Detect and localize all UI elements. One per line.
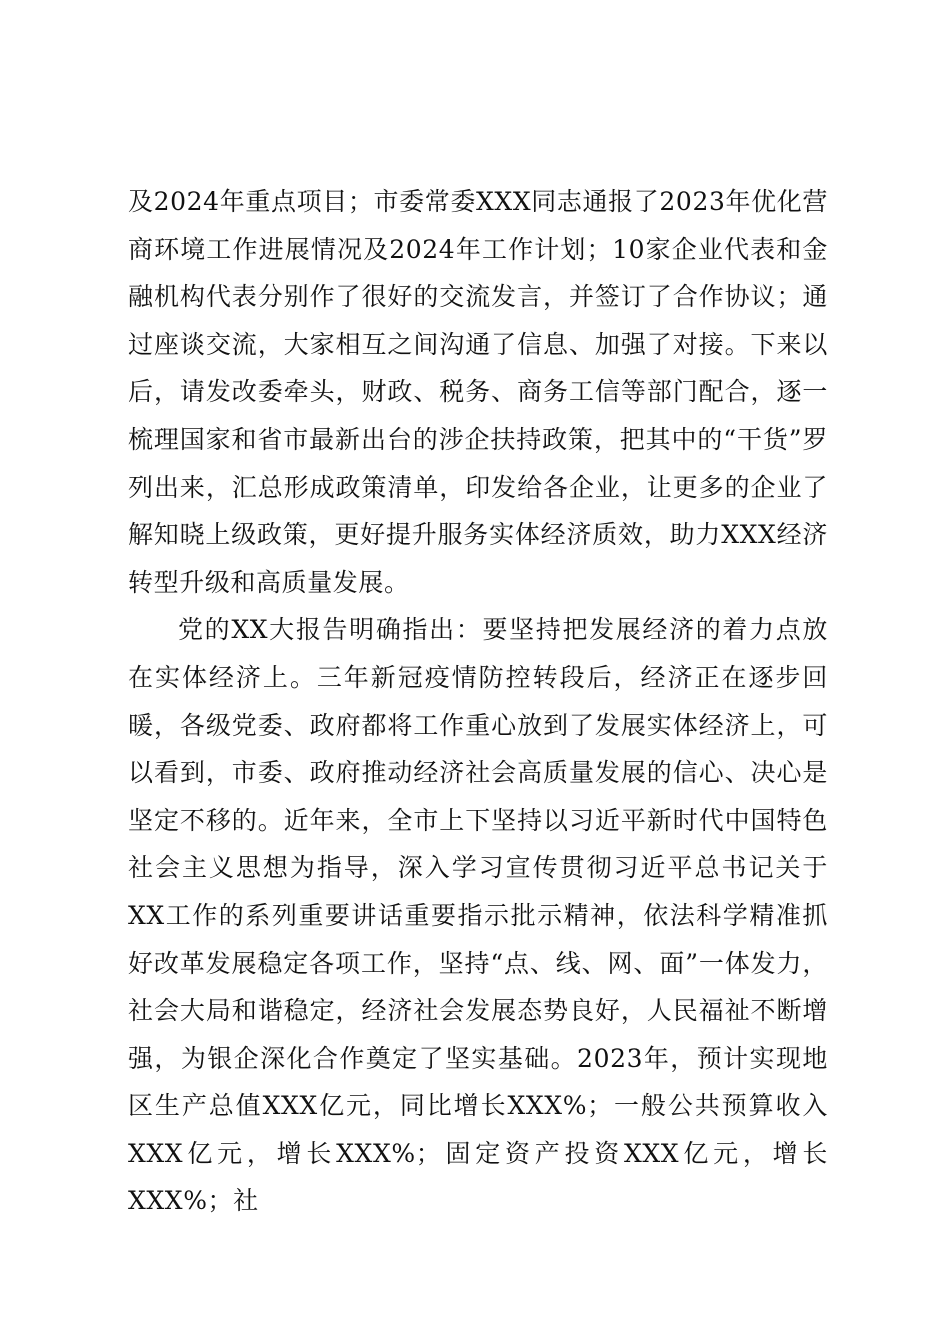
paragraph-1: 及2024年重点项目；市委常委XXX同志通报了2023年优化营商环境工作进展情况及2024年工作计划；10家企业代表和金融机构代表分别作了很好的交流发言，并签订了合作协议；通过座谈交流，大家相互之间沟通了信息、加强了对接。下来以后，请发改委牵头，财政、税务、商务工信等部门配合，逐一梳理国家和省市最新出台的涉企扶持政策，把其中的“干货”罗列出来，汇总形成政策清单，印发给各企业，让更多的企业了解知晓上级政策，更好提升服务实体经济质效，助力XXX经济转型升级和高质量发展。: [128, 187, 828, 597]
document-body: [128, 178, 828, 1225]
paragraph-2: 党的XX大报告明确指出：要坚持把发展经济的着力点放在实体经济上。三年新冠疫情防控转段后，经济正在逐步回暖，各级党委、政府都将工作重心放到了发展实体经济上，可以看到，市委、政府推动经济社会高质量发展的信心、决心是坚定不移的。近年来，全市上下坚持以习近平新时代中国特色社会主义思想为指导，深入学习宣传贯彻习近平总书记关于XX工作的系列重要讲话重要指示批示精神，依法科学精准抓好改革发展稳定各项工作，坚持“点、线、网、面”一体发力，社会大局和谐稳定，经济社会发展态势良好，人民福祉不断增强，为银企深化合作奠定了坚实基础。2023年，预计实现地区生产总值XXX亿元，同比增长XXX%；一般公共预算收入XXX亿元，增长XXX%；固定资产投资XXX亿元，增长XXX%；社: [128, 615, 828, 1216]
